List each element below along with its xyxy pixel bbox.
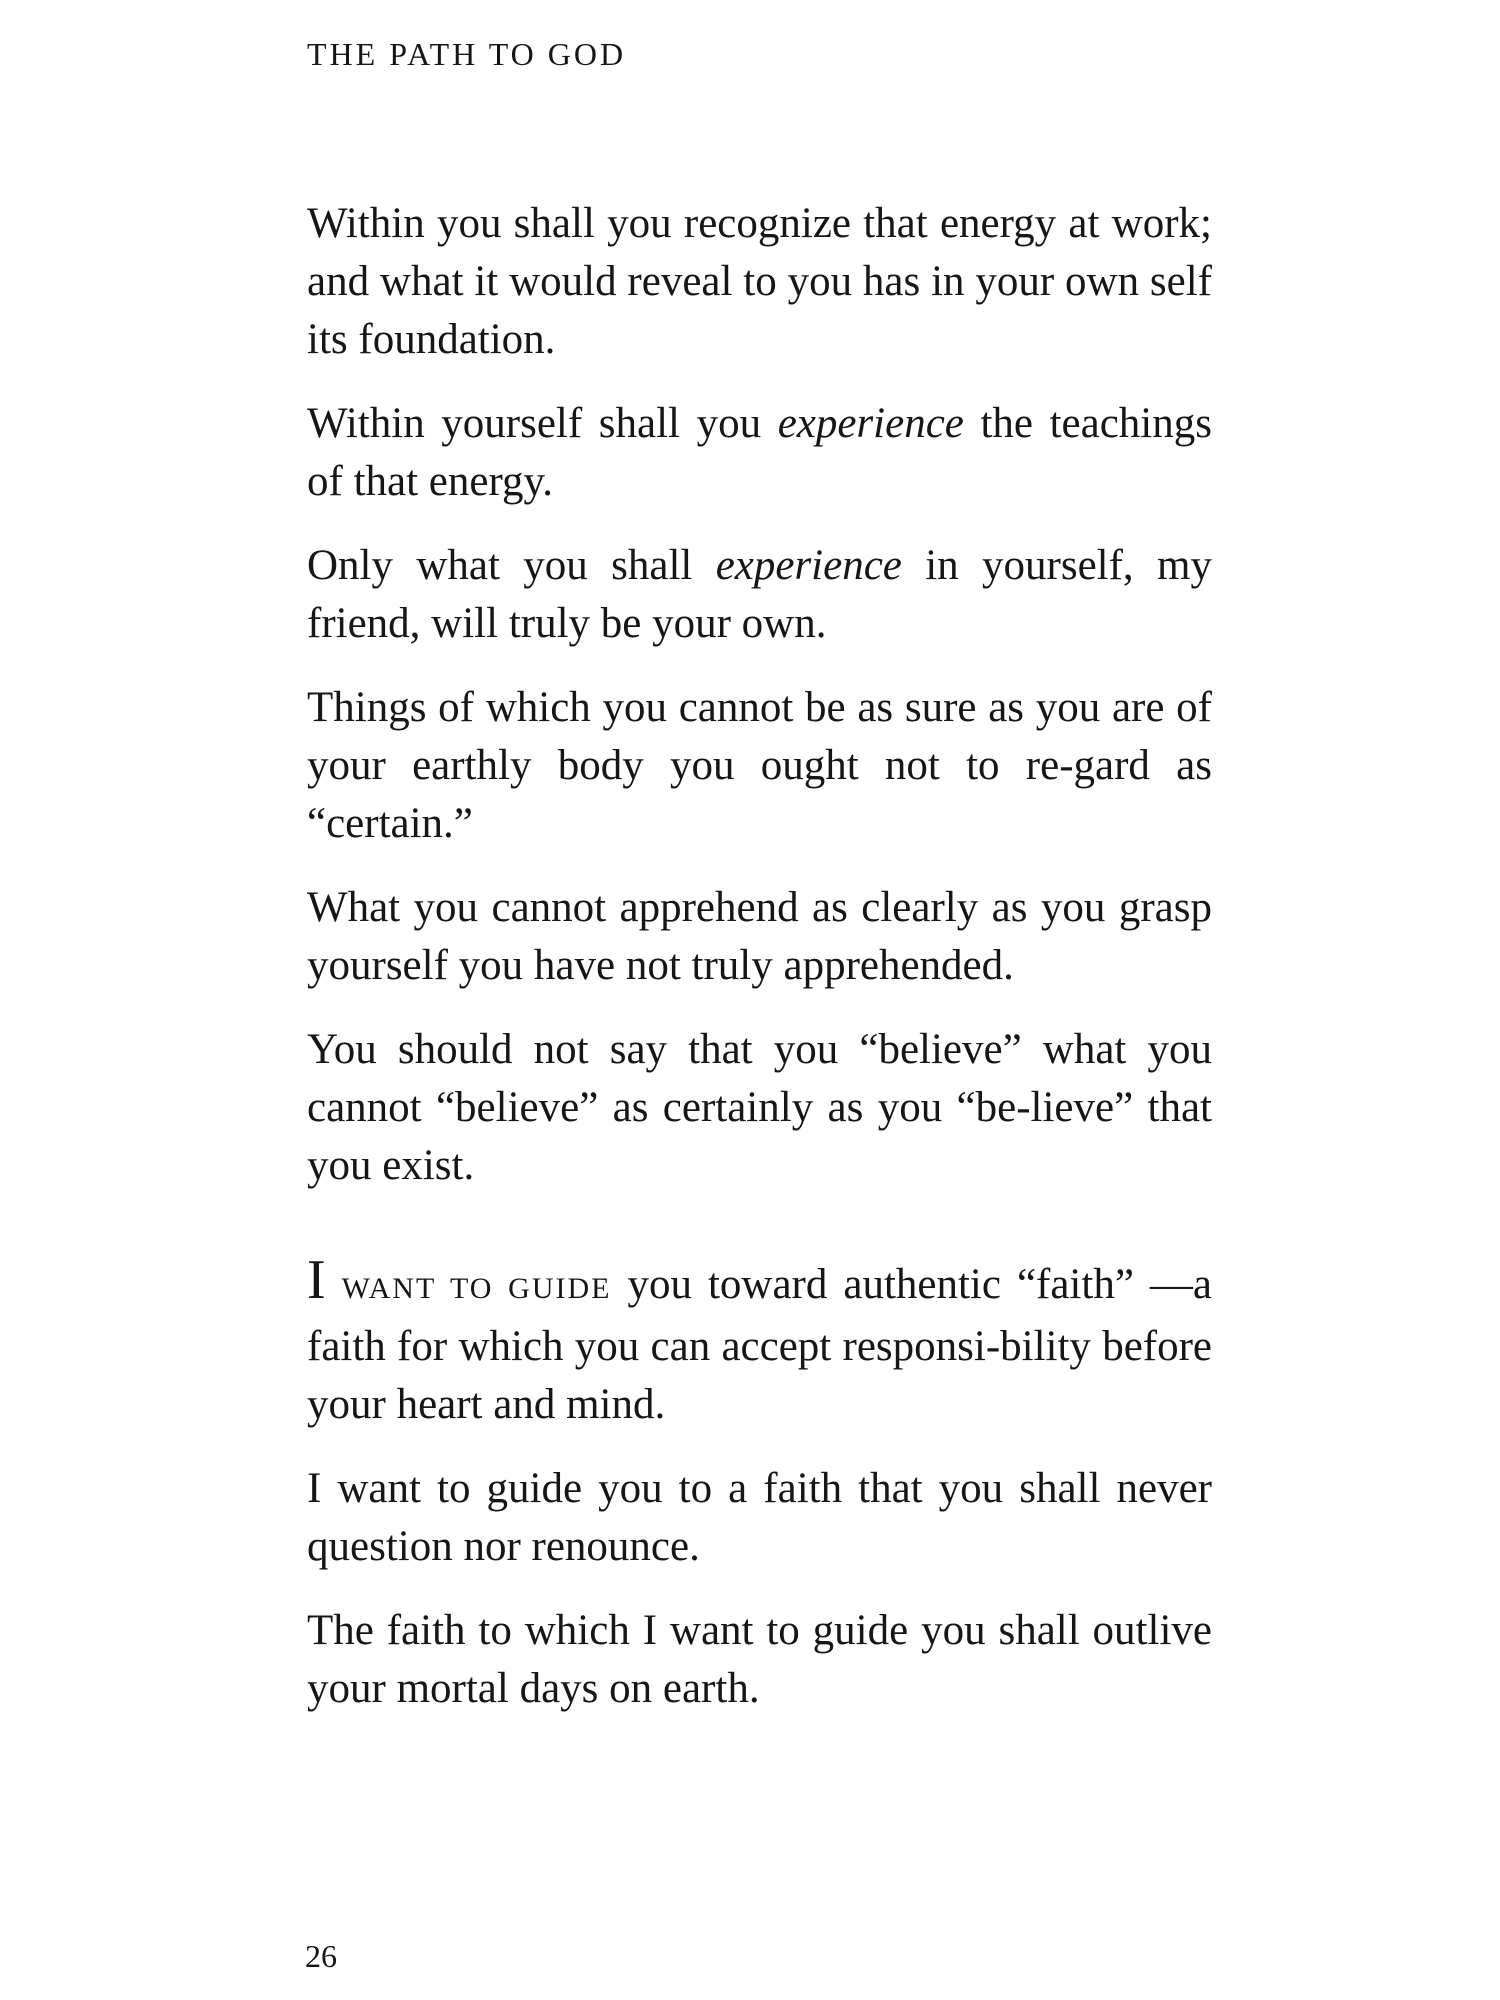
paragraph-text: you toward authentic “faith” —a faith for which you can accept responsi-bility before your heart and mind. xyxy=(307,1261,1212,1428)
paragraph: Things of which you cannot be as sure as you are of your earthly body you ought not to re-gard as “certain.” xyxy=(307,684,1212,847)
paragraph: You should not say that you “believe” what you cannot “believe” as certainly as you “be-lieve” that you exist. xyxy=(307,1026,1212,1189)
paragraph: I want to guide you to a faith that you shall never question nor renounce. xyxy=(307,1465,1212,1570)
paragraph: Within you shall you recognize that energy at work; and what it would reveal to you has in your own self its foundation. xyxy=(307,200,1212,363)
paragraph: What you cannot apprehend as clearly as you grasp yourself you have not truly apprehended. xyxy=(307,884,1212,989)
body-text xyxy=(307,195,1212,1744)
paragraph: The faith to which I want to guide you shall outlive your mortal days on earth. xyxy=(307,1607,1212,1712)
paragraph-text: in yourself, my friend, will truly be your own. xyxy=(307,542,1212,647)
page-number: 26 xyxy=(305,1938,337,1974)
running-head: THE PATH TO GOD xyxy=(307,36,627,72)
paragraph-text: Within yourself shall you xyxy=(307,400,778,447)
emphasis-text: experience xyxy=(715,542,902,589)
paragraph-text: Only what you shall xyxy=(307,542,716,589)
section-lead-paragraph xyxy=(307,1251,1212,1434)
paragraph xyxy=(307,395,1212,511)
paragraph-text: the teachings of that energy. xyxy=(307,400,1212,505)
smallcaps-lead: WANT TO GUIDE xyxy=(341,1272,612,1305)
paragraph xyxy=(307,537,1212,653)
emphasis-text: experience xyxy=(777,400,964,447)
dropcap-letter: I xyxy=(307,1249,326,1311)
